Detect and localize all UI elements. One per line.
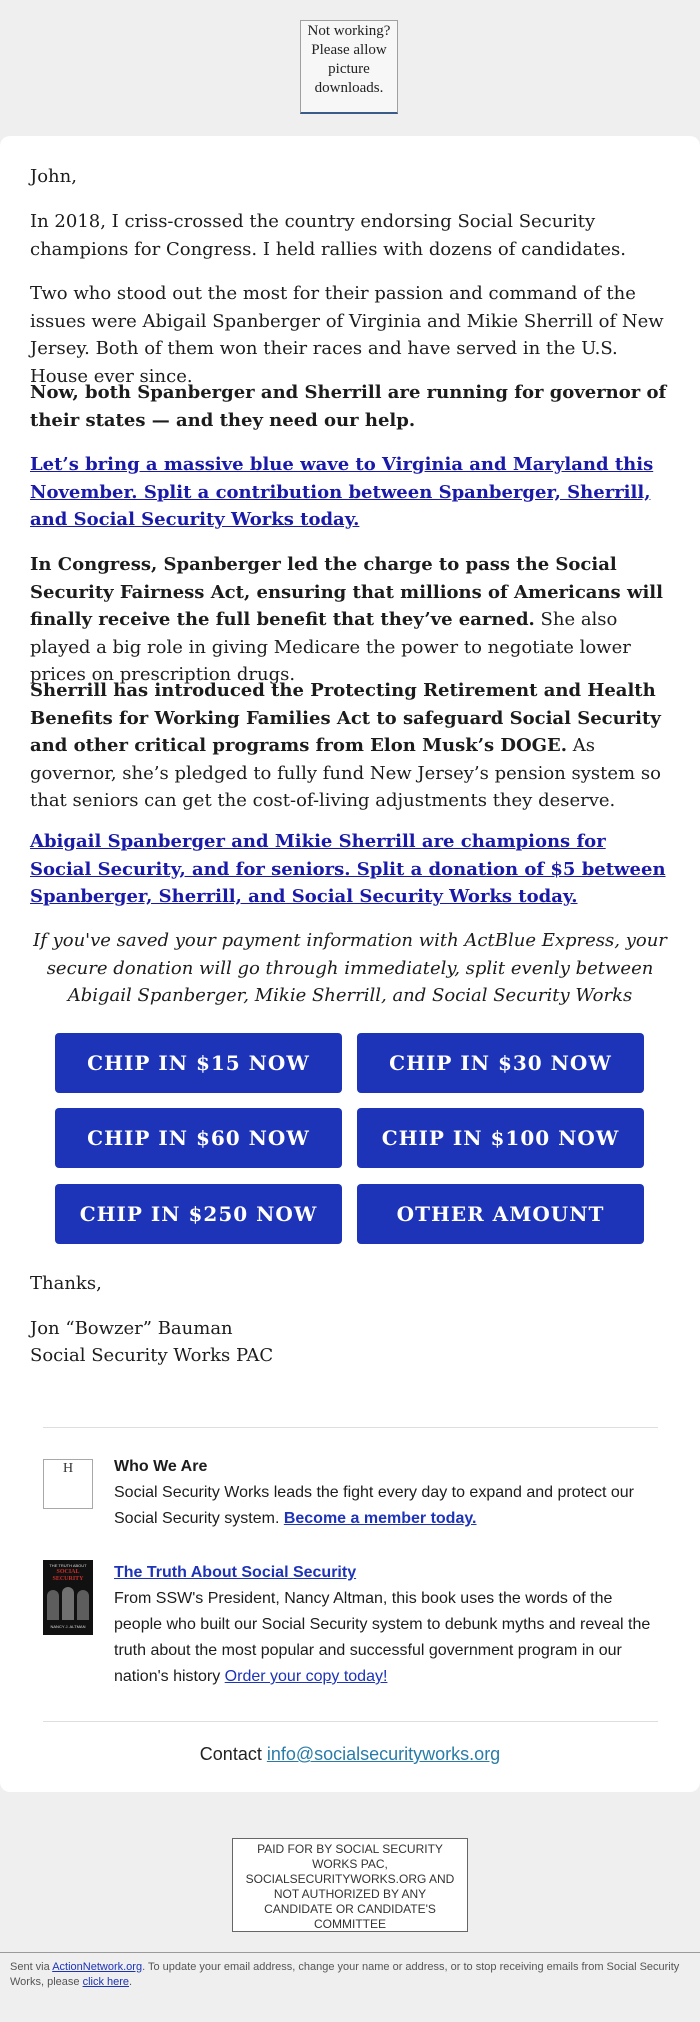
book-section [114, 1560, 654, 1690]
signature-name: Jon “Bowzer” Bauman [30, 1318, 233, 1339]
chip-in-250-button[interactable]: CHIP IN $250 NOW [55, 1184, 342, 1244]
actionnetwork-link[interactable]: ActionNetwork.org [52, 1961, 143, 1973]
footer: Sent via ActionNetwork.org. To update your email address, change your name or address, or to stop receiving emails from Social Security Works, please click here. [10, 1961, 680, 1988]
paragraph-candidates: Two who stood out the most for their passion and command of the issues were Abigail Spanberger of Virginia and Mikie Sherrill of New Jersey. Both of them won their races and have served in the U.S. House ever since. [30, 283, 664, 387]
who-we-are-title: Who We Are [114, 1458, 208, 1475]
order-copy-link[interactable]: Order your copy today! [224, 1668, 388, 1685]
ssw-logo-image: H [43, 1459, 93, 1509]
who-we-are-text: Social Security Works leads the fight every day to expand and protect our Social Security system. [114, 1484, 634, 1527]
contact-line [0, 1744, 700, 1765]
book-text: From SSW's President, Nancy Altman, this book uses the words of the people who built our Social Security system to debunk myths and reveal the truth about the most popular and successful government program in our nation's history [114, 1590, 651, 1685]
logo-image-placeholder: Not working? Please allow picture downloads. [300, 20, 398, 114]
sherrill-rest: As governor, she’s pledged to fully fund New Jersey’s pension system so that seniors can get the cost-of-living adjustments they deserve. [30, 735, 661, 811]
unsubscribe-link[interactable]: click here [82, 1976, 130, 1988]
donate-link-2-wrap [30, 828, 670, 911]
signature-org: Social Security Works PAC [30, 1345, 274, 1366]
who-we-are-section [114, 1454, 654, 1532]
donate-link-2[interactable]: Abigail Spanberger and Mikie Sherrill are champions for Social Security, and for seniors. Split a donation of $5 between Spanberger, Sherrill, and Social Security Works today. [30, 831, 666, 907]
sherrill-bold: Sherrill has introduced the Protecting Retirement and Health Benefits for Working Families Act to safeguard Social Security and other critical programs from Elon Musk’s DOGE. [30, 680, 661, 756]
actblue-note: If you've saved your payment information with ActBlue Express, your secure donation will go through immediately, split evenly between Abigail Spanberger, Mikie Sherrill, and Social Security Works [33, 930, 667, 1006]
chip-in-30-button[interactable]: CHIP IN $30 NOW [357, 1033, 644, 1093]
divider [43, 1427, 658, 1428]
paragraph-governor: Now, both Spanberger and Sherrill are running for governor of their states — and they need our help. [30, 382, 667, 431]
donate-link-1-wrap [30, 451, 670, 534]
spanberger-rest: She also played a big role in giving Medicare the power to negotiate lower prices on prescription drugs. [30, 609, 631, 685]
book-title-link[interactable]: The Truth About Social Security [114, 1564, 357, 1581]
thanks: Thanks, [30, 1273, 102, 1294]
divider [43, 1721, 658, 1722]
other-amount-button[interactable]: OTHER AMOUNT [357, 1184, 644, 1244]
chip-in-60-button[interactable]: CHIP IN $60 NOW [55, 1108, 342, 1168]
chip-in-100-button[interactable]: CHIP IN $100 NOW [357, 1108, 644, 1168]
become-member-link[interactable]: Become a member today. [283, 1510, 477, 1527]
paragraph-intro: In 2018, I criss-crossed the country endorsing Social Security champions for Congress. I held rallies with dozens of candidates. [30, 211, 626, 260]
chip-in-15-button[interactable]: CHIP IN $15 NOW [55, 1033, 342, 1093]
greeting: John, [30, 166, 77, 187]
spanberger-bold: In Congress, Spanberger led the charge to pass the Social Security Fairness Act, ensuring that millions of Americans will finally receive the full benefit that they’ve earned. [30, 554, 663, 630]
contact-label: Contact [199, 1744, 267, 1764]
contact-email-link[interactable]: info@socialsecurityworks.org [266, 1744, 501, 1764]
paid-for-disclaimer: PAID FOR BY SOCIAL SECURITY WORKS PAC, SOCIALSECURITYWORKS.ORG AND NOT AUTHORIZED BY ANY CANDIDATE OR CANDIDATE'S COMMITTEE [232, 1838, 468, 1932]
paragraph-sherrill [30, 677, 670, 815]
book-cover-image: THE TRUTH ABOUT SOCIAL SECURITY NANCY J. ALTMAN [43, 1560, 93, 1635]
footer-divider [0, 1952, 700, 1953]
paragraph-spanberger [30, 551, 670, 689]
donate-link-1[interactable]: Let’s bring a massive blue wave to Virginia and Maryland this November. Split a contribution between Spanberger, Sherrill, and Social Security Works today. [30, 454, 654, 530]
